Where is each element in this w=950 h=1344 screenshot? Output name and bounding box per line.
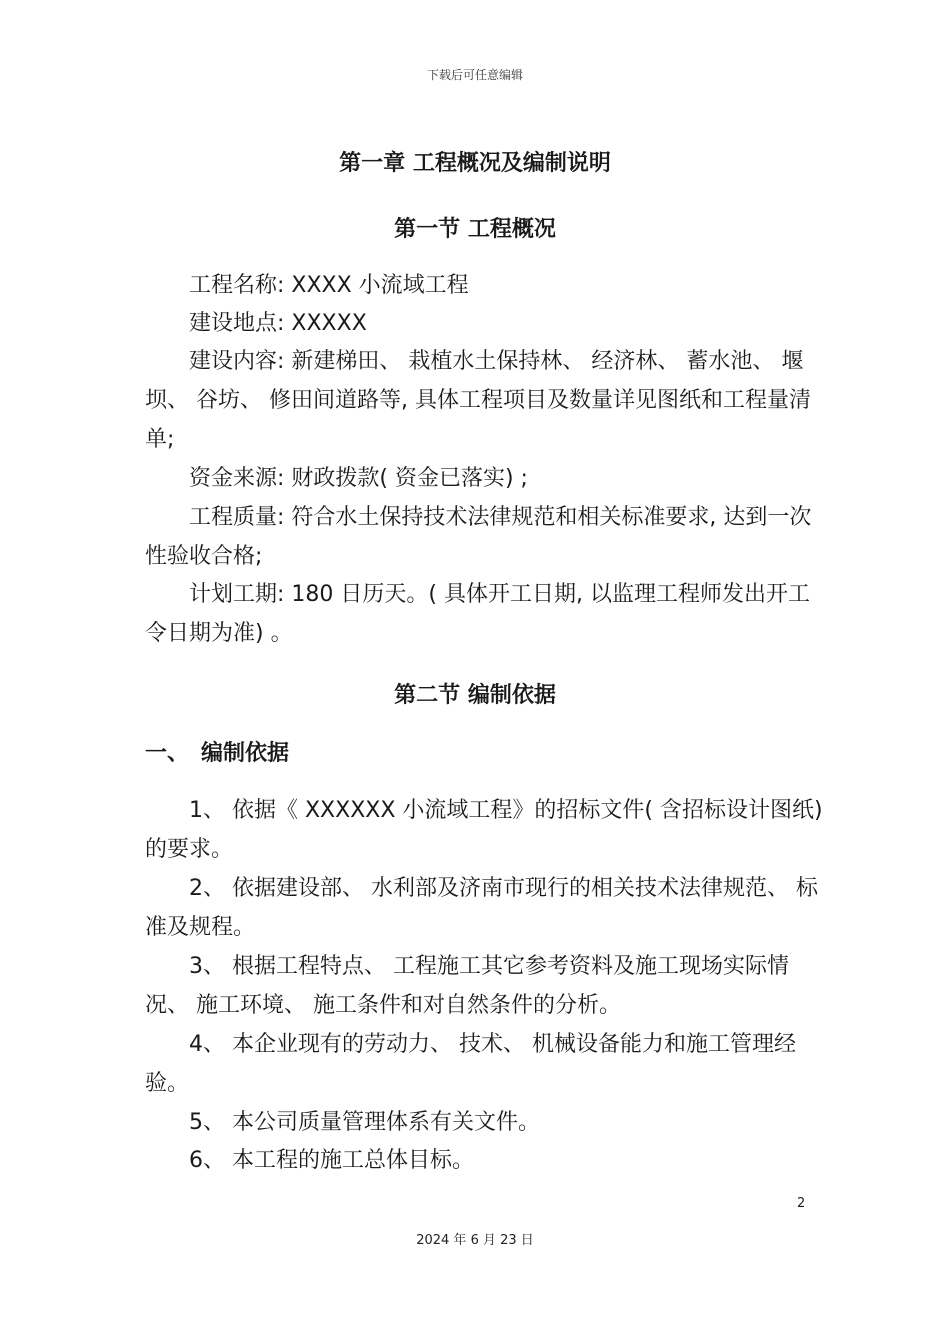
basis-item-1: 1、 依据《 XXXXXX 小流域工程》的招标文件( 含招标设计图纸) 的要求。 [145, 798, 823, 862]
project-content-paragraph: 建设内容: 新建梯田、 栽植水土保持林、 经济林、 蓄水池、 堰坝、 谷坊、 修田间道路等, 具体工程项目及数量详见图纸和工程量清单; [145, 349, 811, 452]
basis-item-5: 5、 本公司质量管理体系有关文件。 [189, 1110, 540, 1135]
subsection-number: 一、 [145, 741, 190, 766]
schedule-paragraph: 计划工期: 180 日历天。( 具体开工日期, 以监理工程师发出开工令日期为准) 。 [145, 582, 810, 646]
chapter-title: 第一章 工程概况及编制说明 [339, 151, 611, 176]
section-title-overview: 第一节 工程概况 [394, 217, 556, 242]
footer-date: 2024 年 6 月 23 日 [416, 1233, 534, 1248]
subsection-heading [145, 736, 289, 767]
basis-item-2: 2、 依据建设部、 水利部及济南市现行的相关技术法律规范、 标准及规程。 [145, 876, 818, 940]
basis-item-3: 3、 根据工程特点、 工程施工其它参考资料及施工现场实际情况、 施工环境、 施工条件和对自然条件的分析。 [145, 954, 789, 1018]
basis-item-6: 6、 本工程的施工总体目标。 [189, 1148, 474, 1173]
project-location-line: 建设地点: XXXXX [189, 311, 367, 336]
quality-paragraph: 工程质量: 符合水土保持技术法律规范和相关标准要求, 达到一次性验收合格; [145, 505, 812, 569]
project-name-line: 工程名称: XXXX 小流域工程 [189, 273, 469, 298]
basis-item-4: 4、 本企业现有的劳动力、 技术、 机械设备能力和施工管理经验。 [145, 1032, 796, 1096]
header-note: 下载后可任意编辑 [426, 68, 523, 82]
section-title-basis: 第二节 编制依据 [394, 683, 556, 708]
subsection-title: 编制依据 [201, 741, 290, 766]
funding-source-line: 资金来源: 财政拨款( 资金已落实) ; [189, 466, 528, 491]
page-number: 2 [797, 1196, 806, 1211]
